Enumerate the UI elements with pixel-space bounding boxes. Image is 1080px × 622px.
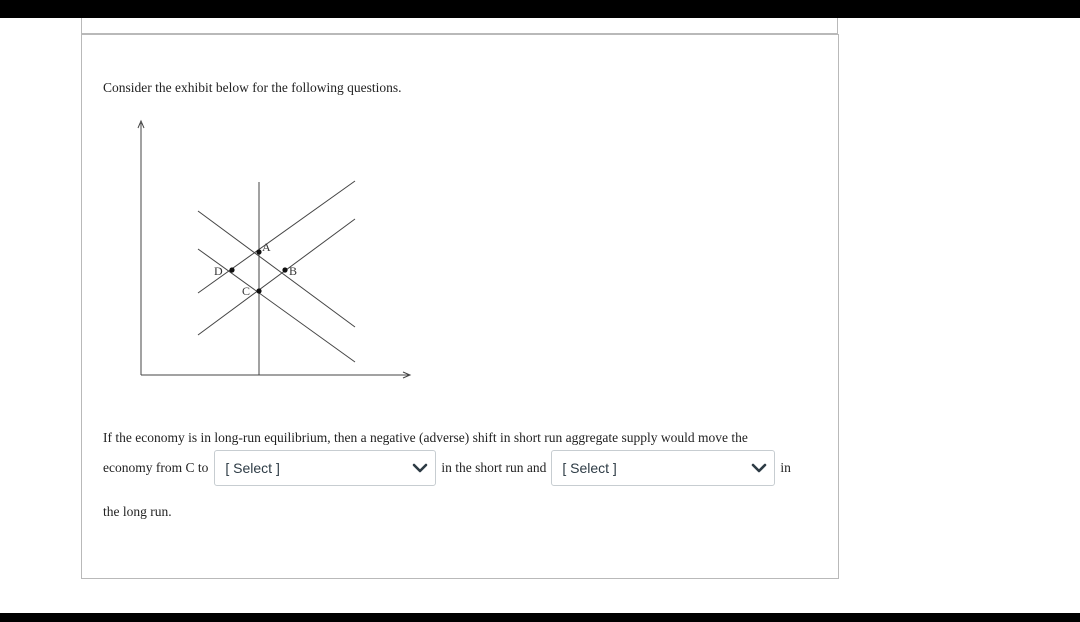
chevron-down-icon (411, 460, 429, 476)
point-d-label: D (214, 264, 223, 278)
previous-question-card-edge (81, 18, 838, 34)
dropdown-value: [ Select ] (225, 460, 280, 476)
question-middle: in the short run and (441, 460, 547, 475)
exhibit-graph (132, 117, 422, 392)
point-b-label: B (289, 264, 298, 278)
point-c-marker (256, 288, 261, 293)
question-text-line3: the long run. (103, 504, 172, 519)
point-b-marker (282, 267, 287, 272)
question-prefix: economy from C to (103, 460, 209, 475)
point-d-marker (229, 267, 234, 272)
top-black-bar (0, 0, 1080, 18)
question-text-line2 (103, 448, 791, 488)
chevron-down-icon (750, 460, 768, 476)
point-a-label: A (262, 240, 271, 254)
question-suffix: in (780, 460, 791, 475)
point-c-label: C (242, 284, 251, 298)
dropdown-value: [ Select ] (562, 460, 617, 476)
question-card (81, 34, 839, 579)
question-intro: Consider the exhibit below for the following questions. (103, 80, 402, 95)
point-a-marker (256, 249, 261, 254)
short-run-point-dropdown[interactable] (214, 450, 436, 486)
bottom-black-bar (0, 613, 1080, 622)
question-text-line1: If the economy is in long-run equilibrium, then a negative (adverse) shift in short run aggregate supply would move the (103, 430, 748, 445)
long-run-point-dropdown[interactable] (551, 450, 775, 486)
